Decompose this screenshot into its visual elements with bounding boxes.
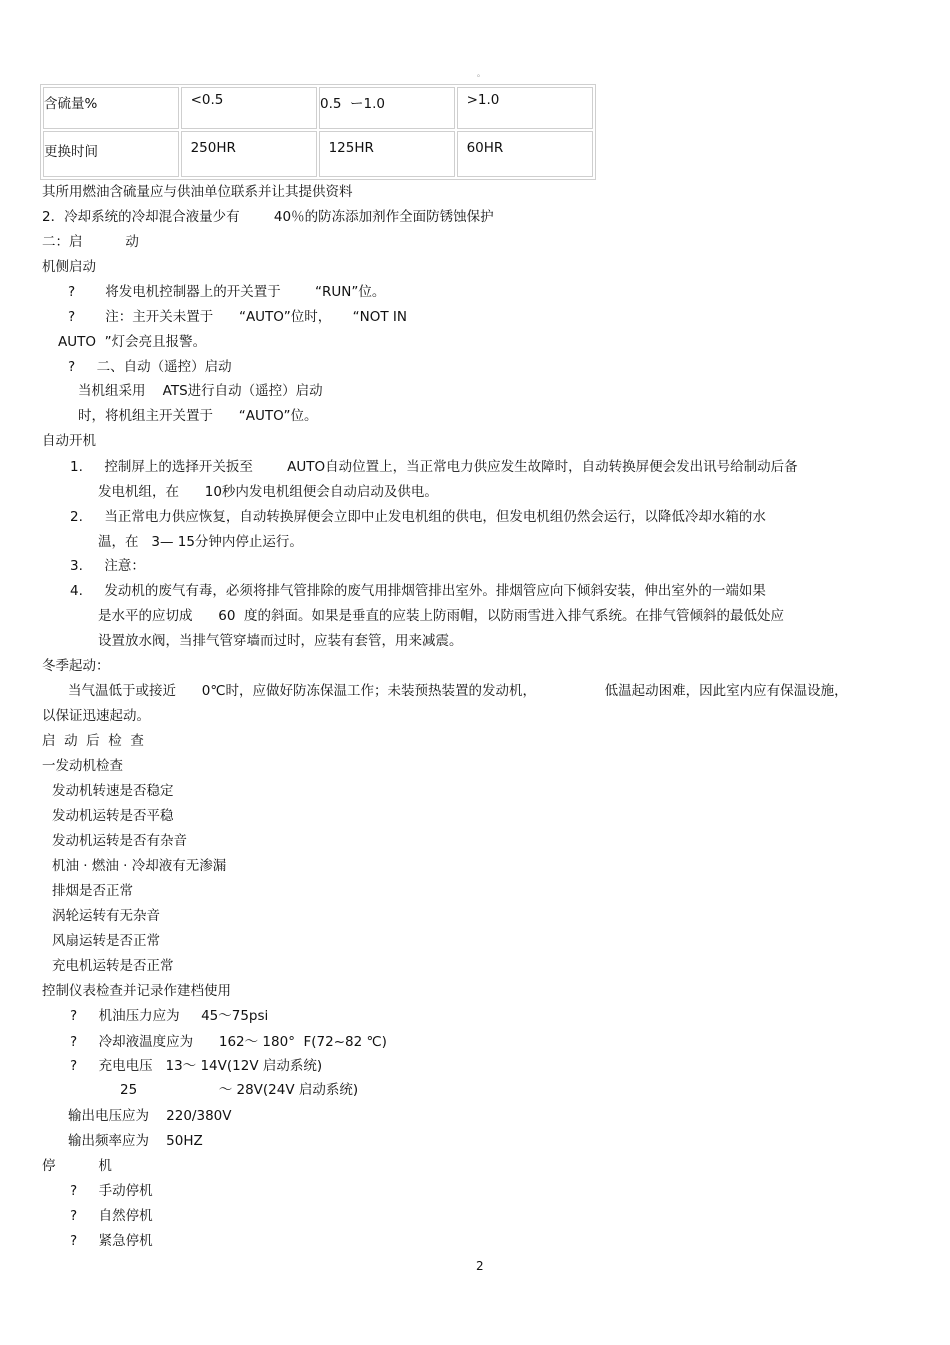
list-item: 发动机运转是否平稳	[52, 808, 174, 824]
section-heading: 停 机	[42, 1158, 112, 1174]
sub-heading: 一发动机检查	[42, 758, 123, 774]
section-heading: 二：启 动	[42, 234, 139, 250]
text-line: 以保证迅速起动。	[42, 708, 150, 724]
table-cell: >1.0	[457, 87, 593, 129]
header-mark: 。	[477, 69, 485, 78]
text-line: 当机组采用 ATS进行自动（遥控）启动	[78, 383, 323, 399]
table-cell: 含硫量%	[43, 87, 179, 129]
list-item: 发动机转速是否稳定	[52, 783, 174, 799]
table-cell: 250HR	[181, 131, 317, 177]
list-item: 排烟是否正常	[52, 883, 133, 899]
sub-heading: 自动开机	[42, 433, 96, 449]
sulfur-table	[40, 84, 596, 180]
list-item: 3. 注意：	[70, 558, 145, 574]
list-item: 发动机运转是否有杂音	[52, 833, 187, 849]
text-line: ? 注：主开关未置于 “AUTO”位时， “NOT IN	[68, 309, 407, 325]
list-item: 25 ～ 28V(24V 启动系统)	[120, 1082, 359, 1098]
table-row	[43, 87, 593, 129]
list-item: 4. 发动机的废气有毒，必须将排气管排除的废气用排烟管排出室外。排烟管应向下倾斜安装，伸出室外的一端如果	[70, 583, 766, 599]
table-cell: 125HR	[319, 131, 455, 177]
list-item: 充电机运转是否正常	[52, 958, 174, 974]
sub-heading: 控制仪表检查并记录作建档使用	[42, 983, 231, 999]
sub-heading: 冬季起动：	[42, 658, 110, 674]
table-row	[43, 131, 593, 177]
list-item: ? 自然停机	[70, 1208, 153, 1224]
table-cell: 60HR	[457, 131, 593, 177]
list-item: 是水平的应切成 60 度的斜面。如果是垂直的应装上防雨帽，以防雨雪进入排气系统。在排气管倾斜的最低处应	[98, 608, 785, 624]
page-number: 2	[476, 1259, 484, 1273]
text-line: 其所用燃油含硫量应与供油单位联系并让其提供资料	[42, 184, 353, 200]
text-line: 2．冷却系统的冷却混合液量少有 40％的防冻添加剂作全面防锈蚀保护	[42, 209, 494, 225]
table-cell: 更换时间	[43, 131, 179, 177]
text-line: AUTO ”灯会亮且报警。	[58, 334, 207, 350]
list-item: 发电机组，在 10秒内发电机组便会自动启动及供电。	[98, 484, 438, 500]
list-item: 风扇运转是否正常	[52, 933, 160, 949]
list-item: 机油 · 燃油 · 冷却液有无渗漏	[52, 858, 227, 874]
list-item: ? 紧急停机	[70, 1233, 153, 1249]
text-line: ? 将发电机控制器上的开关置于 “RUN”位。	[68, 284, 386, 300]
list-item: ? 机油压力应为 45～75psi	[70, 1008, 269, 1024]
list-item: ? 充电电压 13～ 14V(12V 启动系统)	[70, 1058, 323, 1074]
text-line: 当气温低于或接近 0℃时，应做好防冻保温工作；未装预热装置的发动机， 低温起动困难，因此室内应有保温设施，	[68, 683, 848, 699]
list-item: ? 手动停机	[70, 1183, 153, 1199]
list-item: 1. 控制屏上的选择开关扳至 AUTO自动位置上，当正常电力供应发生故障时，自动转换屏便会发出讯号给制动后备	[70, 459, 798, 475]
table-cell: 0.5 ー1.0	[319, 87, 455, 129]
list-item: ? 冷却液温度应为 162～ 180° F(72~82 ℃)	[70, 1034, 387, 1050]
list-item: 2. 当正常电力供应恢复，自动转换屏便会立即中止发电机组的供电，但发电机组仍然会运行，以降低冷却水箱的水	[70, 509, 766, 525]
text-line: ? 二、自动（遥控）启动	[68, 359, 232, 375]
list-item: 输出频率应为 50HZ	[68, 1133, 203, 1149]
list-item: 输出电压应为 220/380V	[68, 1108, 232, 1124]
list-item: 温，在 3— 15分钟内停止运行。	[98, 534, 303, 550]
table-cell: <0.5	[181, 87, 317, 129]
sub-heading: 机侧启动	[42, 259, 96, 275]
list-item: 设置放水阀，当排气管穿墙而过时，应装有套管，用来减震。	[98, 633, 463, 649]
list-item: 涡轮运转有无杂音	[52, 908, 160, 924]
section-heading: 启 动 后 检 查	[42, 733, 144, 749]
text-line: 时，将机组主开关置于 “AUTO”位。	[78, 408, 318, 424]
